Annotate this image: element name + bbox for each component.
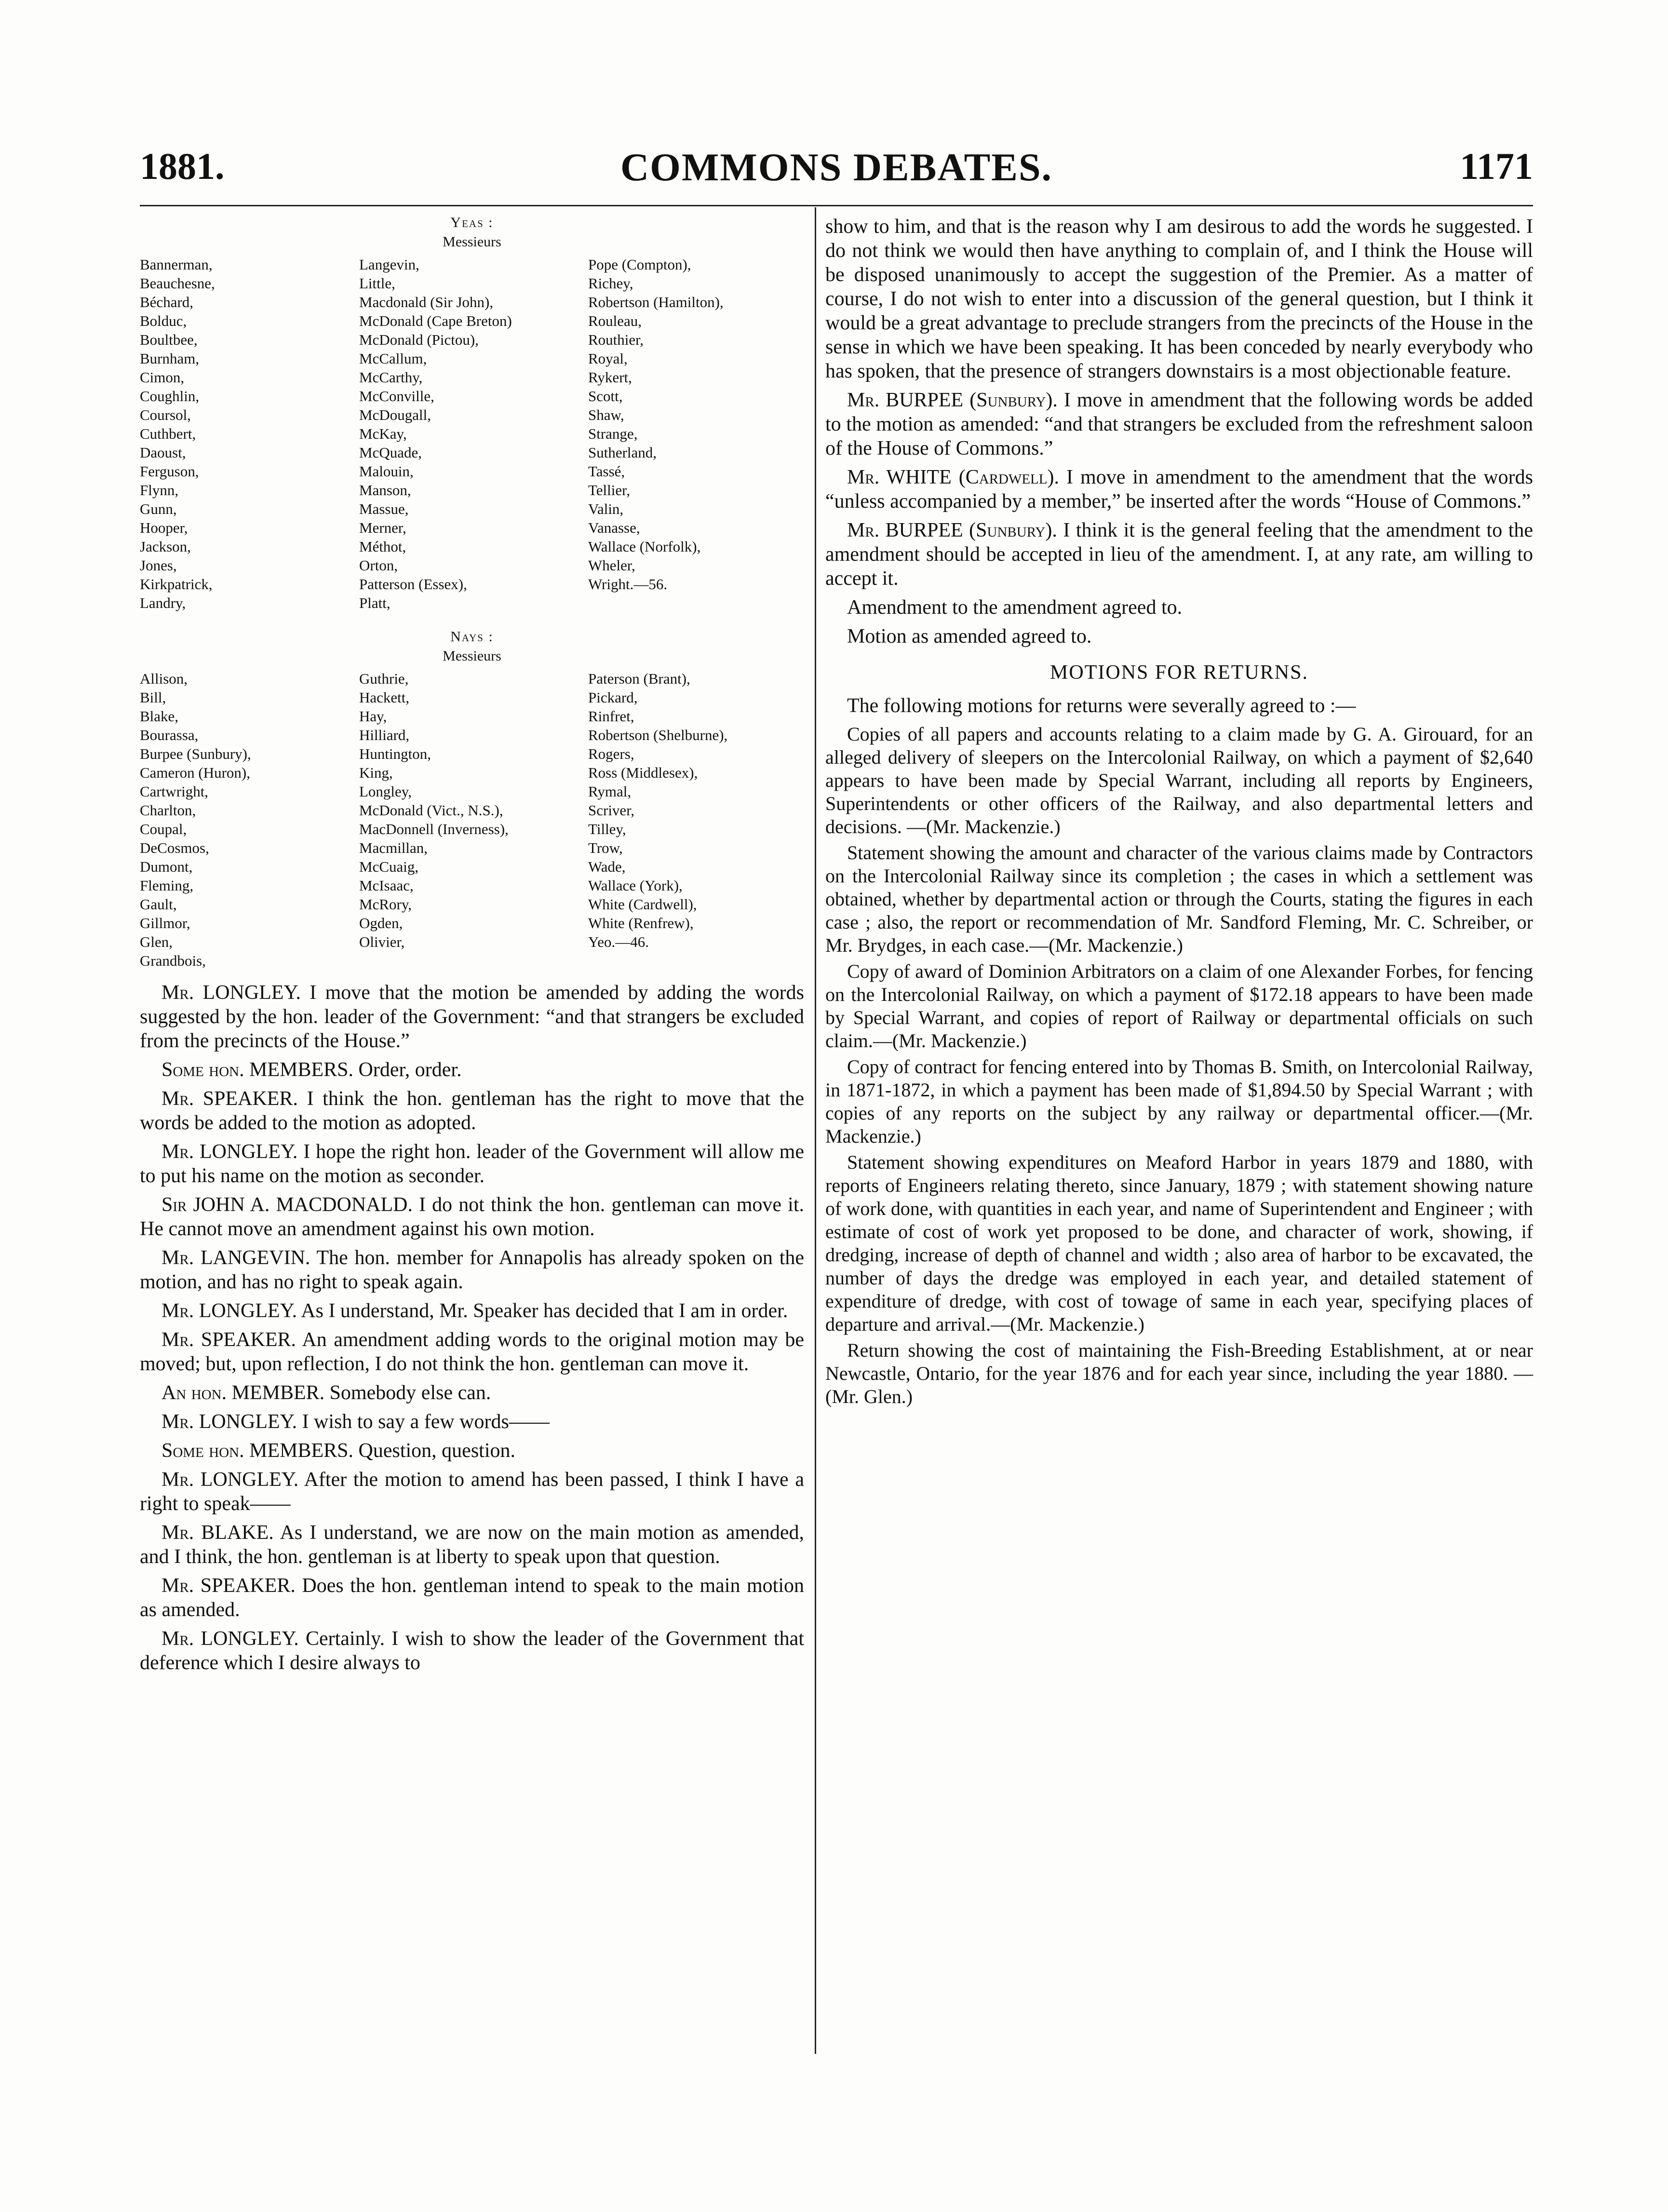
member-name: Bannerman, [140, 256, 213, 273]
nays-heading: Nays : [450, 629, 494, 645]
member-name: Robertson (Hamilton), [588, 294, 724, 310]
header-page-number: 1171 [1460, 145, 1533, 187]
member-name: McCarthy, [359, 369, 423, 386]
motion-item: Statement showing expenditures on Meaford Harbor in years 1879 and 1880, with reports of Engineers relating thereto, since January, 1879 ; with statement showing nature of work done, with quantities in each year, and name of Superintendent and Engineer ; with estimate of cost of work yet proposed to be done, and character of work, showing, if dredging, increase of depth of channel and width ; also area of harbor to be excavated, the number of days the dredge was employed in each year, and detailed statement of expenditure of dredge, with cost of towage of same in each year, specifying places of departure and arrival.—(Mr. Mackenzie.) [825, 1151, 1533, 1335]
member-name: McQuade, [359, 444, 422, 461]
member-name: Strange, [588, 425, 638, 442]
member-name: Coursol, [140, 406, 191, 423]
speech-text: An amendment adding words to the original motion may be moved; but, upon reflection, I do not think the hon. gentleman can move it. [140, 1329, 805, 1375]
member-name: Hay, [359, 708, 387, 725]
yeas-subheading: Messieurs [443, 234, 501, 250]
member-name: Gault, [140, 896, 177, 913]
member-name: McDougall, [359, 406, 431, 423]
speech-paragraph [140, 1439, 804, 1463]
member-name: Little, [359, 275, 395, 292]
motion-item: Copy of award of Dominion Arbitrators on a claim of one Alexander Forbes, for fencing on the Intercolonial Railway, on which a payment of $172.18 appears to have been made by Special Warrant, and copies of report of Railway or departmental officials on such claim.—(Mr. Mackenzie.) [825, 960, 1533, 1052]
member-name: Bill, [140, 689, 166, 706]
speech-paragraph [140, 981, 804, 1053]
member-name: Wright.—56. [588, 576, 668, 593]
member-name: Flynn, [140, 482, 179, 499]
member-name: Blake, [140, 708, 179, 725]
speech-paragraph [140, 1381, 804, 1405]
member-name: Bourassa, [140, 727, 199, 743]
header-year: 1881. [140, 145, 225, 187]
member-name: Grandbois, [140, 952, 206, 969]
member-name: MacDonnell (Inverness), [359, 821, 509, 837]
member-name: Bolduc, [140, 312, 187, 329]
member-name: Langevin, [359, 256, 419, 273]
speaker-name: Mr. LANGEVIN. [161, 1247, 310, 1269]
member-name: Jones, [140, 557, 177, 574]
motion-item: Statement showing the amount and character of the various claims made by Contractors on the Intercolonial Railway since its completion ; the cases in which a settlement was obtained, whether by departmental action or through the Courts, stating the figures in each case ; also, the report or recommendation of Mr. Sandford Fleming, Mr. C. Schreiber, or Mr. Brydges, in each case.—(Mr. Mackenzie.) [825, 842, 1533, 956]
speech-paragraph [825, 388, 1533, 460]
member-name: Royal, [588, 350, 628, 367]
member-name: McCallum, [359, 350, 427, 367]
speech-paragraph [140, 1058, 804, 1082]
member-name: Cartwright, [140, 783, 209, 800]
speech-paragraph [825, 518, 1533, 591]
speaker-name: Some hon. MEMBERS. [161, 1059, 354, 1081]
speech-text: I do not think the hon. gentleman can move it. He cannot move an amendment against his own motion. [140, 1194, 804, 1240]
vote-column [359, 255, 588, 612]
vote-column [140, 255, 359, 612]
member-name: Robertson (Shelburne), [588, 727, 728, 743]
nays-list [140, 669, 804, 970]
member-name: Wallace (York), [588, 877, 683, 894]
member-name: Trow, [588, 839, 623, 856]
motion-item: Copy of contract for fencing entered into by Thomas B. Smith, on Intercolonial Railway, in 1871-1872, in which a payment has been made of $1,894.50 by Special Warrant ; with copies of any reports on the subject by any railway or departmental officer.—(Mr. Mackenzie.) [825, 1056, 1533, 1147]
yeas-heading: Yeas : [450, 215, 494, 230]
speech-text: As I understand, Mr. Speaker has decided that I am in order. [301, 1300, 788, 1322]
member-name: Paterson (Brant), [588, 670, 690, 687]
member-name: Vanasse, [588, 519, 640, 536]
member-name: Guthrie, [359, 670, 409, 687]
speech-text: I move that the motion be amended by adding the words suggested by the hon. leader of the Government: “and that strangers be excluded from the precincts of the House.” [140, 982, 804, 1052]
speech-paragraph [140, 1468, 804, 1516]
speech-paragraph [825, 465, 1533, 513]
speaker-name: Mr. SPEAKER. [161, 1575, 296, 1597]
member-name: Wheler, [588, 557, 635, 574]
member-name: Béchard, [140, 294, 194, 310]
member-name: McDonald (Pictou), [359, 331, 479, 348]
member-name: Hilliard, [359, 727, 410, 743]
speaker-name: An hon. MEMBER. [161, 1382, 325, 1404]
speech-text: The hon. member for Annapolis has already spoken on the motion, and has no right to speak again. [140, 1247, 805, 1293]
speaker-name: Mr. SPEAKER. [161, 1329, 296, 1351]
member-name: Huntington, [359, 745, 431, 762]
member-name: Hackett, [359, 689, 410, 706]
outcome-line: Amendment to the amendment agreed to. [847, 596, 1183, 619]
member-name: Cameron (Huron), [140, 764, 250, 781]
motion-item: Copies of all papers and accounts relating to a claim made by G. A. Girouard, for an alleged delivery of sleepers on the Intercolonial Railway, on which a payment of $2,640 appears to have been made by Special Warrant, including all reports by Engineers, Superintendents or other officers of the Railway, and also departmental letters and decisions. —(Mr. Mackenzie.) [825, 723, 1533, 837]
member-name [588, 593, 804, 612]
member-name: Gunn, [140, 500, 177, 517]
member-name: Merner, [359, 519, 406, 536]
speech-text: Certainly. I wish to show the leader of the Government that deference which I desire always to [140, 1628, 804, 1674]
speech-paragraph [140, 1299, 804, 1323]
member-name: Rogers, [588, 745, 634, 762]
member-name: McRory, [359, 896, 412, 913]
member-name: Richey, [588, 275, 633, 292]
speaker-name: Mr. LONGLEY. [161, 1411, 297, 1433]
member-name: McIsaac, [359, 877, 414, 894]
member-name: Dumont, [140, 858, 193, 875]
motion-item: Return showing the cost of maintaining the Fish-Breeding Establishment, at or near Newcastle, Ontario, for the year 1876 and for each year since, including the year 1880. —(Mr. Glen.) [825, 1339, 1533, 1407]
header-title: COMMONS DEBATES. [620, 145, 1053, 189]
outcome-line: Motion as amended agreed to. [847, 625, 1092, 647]
member-name: Glen, [140, 933, 173, 950]
right-speeches [825, 388, 1533, 591]
member-name: Tilley, [588, 821, 626, 837]
member-name: Pickard, [588, 689, 638, 706]
member-name: Cimon, [140, 369, 185, 386]
member-name: McConville, [359, 388, 434, 405]
member-name: Rykert, [588, 369, 632, 386]
member-name: Tellier, [588, 482, 630, 499]
vote-column [588, 255, 804, 612]
member-name: Longley, [359, 783, 412, 800]
member-name: DeCosmos, [140, 839, 209, 856]
member-name: McKay, [359, 425, 407, 442]
speaker-name: Mr. LONGLEY. [161, 1469, 299, 1491]
member-name: Rinfret, [588, 708, 634, 725]
speech-text: I move in amendment to the amendment that the words “unless accompanied by a member,” be inserted after the words “House of Commons.” [825, 466, 1533, 513]
speech-text: Somebody else can. [329, 1382, 491, 1404]
member-name: Hooper, [140, 519, 188, 536]
member-name: Malouin, [359, 463, 414, 480]
speech-text: As I understand, we are now on the main motion as amended, and I think, the hon. gentleman is at liberty to speak upon that question. [140, 1522, 804, 1568]
member-name: Sutherland, [588, 444, 657, 461]
vote-column [588, 669, 804, 970]
member-name: Ogden, [359, 915, 403, 931]
member-name: Ross (Middlesex), [588, 764, 698, 781]
member-name: Ferguson, [140, 463, 199, 480]
header-rule [140, 205, 1533, 206]
member-name: Routhier, [588, 331, 644, 348]
member-name: Wallace (Norfolk), [588, 538, 701, 555]
member-name: Olivier, [359, 933, 405, 950]
speech-paragraph [140, 1627, 804, 1675]
speech-paragraph [140, 1193, 804, 1241]
member-name: Burnham, [140, 350, 200, 367]
motions-intro: The following motions for returns were severally agreed to :— [847, 695, 1356, 717]
member-name: Rymal, [588, 783, 632, 800]
motions-list [825, 723, 1533, 1408]
member-name: McCuaig, [359, 858, 419, 875]
vote-column [359, 669, 588, 970]
column-divider [815, 207, 816, 2054]
member-name: Jackson, [140, 538, 191, 555]
member-name: White (Renfrew), [588, 915, 694, 931]
member-name [588, 951, 804, 970]
member-name: Shaw, [588, 406, 624, 423]
member-name: Scriver, [588, 802, 635, 819]
member-name: Yeo.—46. [588, 933, 649, 950]
speaker-name: Mr. LONGLEY. [161, 1628, 299, 1650]
member-name: Macmillan, [359, 839, 428, 856]
member-name: Coupal, [140, 821, 187, 837]
member-name: Pope (Compton), [588, 256, 691, 273]
member-name: Gillmor, [140, 915, 190, 931]
speech-text: I move in amendment that the following words be added to the motion as amended: “and that strangers be excluded from the refreshment saloon of the House of Commons.” [825, 389, 1533, 459]
member-name: Orton, [359, 557, 398, 574]
member-name: Kirkpatrick, [140, 576, 213, 593]
left-speeches [140, 981, 804, 1675]
vote-column [140, 669, 359, 970]
member-name: Scott, [588, 388, 623, 405]
right-column [825, 215, 1533, 1411]
speech-text: Order, order. [358, 1059, 462, 1081]
member-name: Boultbee, [140, 331, 198, 348]
member-name: Cuthbert, [140, 425, 196, 442]
member-name: Landry, [140, 594, 186, 611]
speaker-name: Mr. LONGLEY. [161, 1141, 298, 1163]
member-name: McDonald (Vict., N.S.), [359, 802, 503, 819]
member-name: Méthot, [359, 538, 406, 555]
speech-paragraph [140, 1328, 804, 1376]
speaker-name: Some hon. MEMBERS. [161, 1440, 354, 1462]
speech-text: After the motion to amend has been passed, I think I have a right to speak—— [140, 1469, 804, 1515]
speaker-name: Mr. LONGLEY. [161, 1300, 297, 1322]
speech-paragraph [140, 1140, 804, 1188]
speaker-name: Sir JOHN A. MACDONALD. [161, 1194, 413, 1216]
speech-paragraph [140, 1574, 804, 1622]
speech-text: I think it is the general feeling that the amendment to the amendment should be accepted in lieu of the amendment. I, at any rate, am willing to accept it. [825, 519, 1533, 590]
speech-paragraph [140, 1246, 804, 1294]
member-name: Beauchesne, [140, 275, 215, 292]
member-name: King, [359, 764, 393, 781]
speech-text: Does the hon. gentleman intend to speak to the main motion as amended. [140, 1575, 805, 1621]
speaker-name: Mr. LONGLEY. [161, 982, 301, 1004]
speech-text: Question, question. [358, 1440, 515, 1462]
member-name: Manson, [359, 482, 411, 499]
member-name: Burpee (Sunbury), [140, 745, 251, 762]
speaker-name: Mr. BURPEE (Sunbury). [847, 519, 1057, 541]
speech-paragraph [140, 1410, 804, 1434]
member-name: Patterson (Essex), [359, 576, 467, 593]
member-name: Tassé, [588, 463, 625, 480]
speaker-name: Mr. WHITE (Cardwell). [847, 466, 1059, 488]
speech-text: I wish to say a few words—— [302, 1411, 550, 1433]
motions-heading: MOTIONS FOR RETURNS. [1050, 661, 1308, 684]
speaker-name: Mr. BLAKE. [161, 1522, 274, 1544]
speech-paragraph [140, 1521, 804, 1569]
page-header [140, 145, 1533, 198]
member-name: Platt, [359, 594, 390, 611]
member-name: Allison, [140, 670, 188, 687]
member-name: Macdonald (Sir John), [359, 294, 494, 310]
member-name: Charlton, [140, 802, 196, 819]
speech-text: I think the hon. gentleman has the right to move that the words be added to the motion as adopted. [140, 1088, 805, 1134]
left-column [140, 215, 804, 1680]
member-name: Daoust, [140, 444, 186, 461]
member-name: McDonald (Cape Breton) [359, 312, 512, 329]
member-name: Coughlin, [140, 388, 200, 405]
member-name: Wade, [588, 858, 626, 875]
member-name [359, 951, 588, 970]
nays-subheading: Messieurs [443, 648, 501, 664]
speech-paragraph [140, 1087, 804, 1135]
speaker-name: Mr. BURPEE (Sunbury). [847, 389, 1058, 411]
member-name: Valin, [588, 500, 624, 517]
member-name: Massue, [359, 500, 409, 517]
member-name: White (Cardwell), [588, 896, 697, 913]
yeas-list [140, 255, 804, 612]
member-name: Fleming, [140, 877, 194, 894]
speech-continuation: show to him, and that is the reason why I am desirous to add the words he suggested. I do not think we would then have anything to complain of, and I think the House will be disposed unanimously to accept the suggestion of the Premier. As a matter of course, I do not wish to enter into a discussion of the general question, but I think it would be a great advantage to preclude strangers from the precincts of the House in the sense in which we have been speaking. It has been conceded by nearly everybody who has spoken, that the presence of strangers downstairs is a most objectionable feature. [825, 216, 1533, 382]
speech-text: I hope the right hon. leader of the Government will allow me to put his name on the motion as seconder. [140, 1141, 804, 1187]
speaker-name: Mr. SPEAKER. [161, 1088, 298, 1110]
member-name: Rouleau, [588, 312, 642, 329]
